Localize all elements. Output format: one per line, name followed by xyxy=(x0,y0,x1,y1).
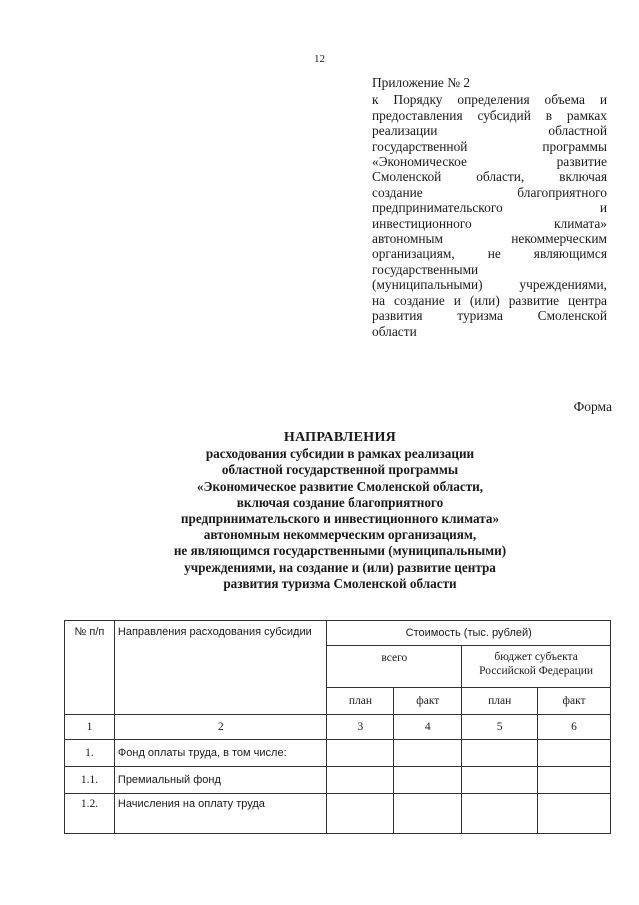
row-name: Фонд оплаты труда, в том числе: xyxy=(114,740,327,767)
appendix-line: на создание и (или) развитие центра xyxy=(372,292,607,308)
appendix-text xyxy=(372,92,607,339)
appendix-line: инвестиционного климата» xyxy=(372,215,607,231)
index-cell: 5 xyxy=(462,715,538,740)
index-cell: 3 xyxy=(327,715,394,740)
index-cell: 1 xyxy=(65,715,115,740)
header-fact-total: факт xyxy=(394,688,462,715)
appendix-title: Приложение № 2 xyxy=(372,75,471,90)
subsidy-table xyxy=(64,620,611,834)
heading-line: учреждениями, на создание и (или) развитие центра xyxy=(184,559,496,575)
heading-line: расходования субсидии в рамках реализации xyxy=(205,446,475,462)
heading-line: развития туризма Смоленской области xyxy=(223,575,457,591)
heading-line: «Экономическое развитие Смоленской области, xyxy=(196,478,484,494)
row-cell xyxy=(394,794,462,834)
heading-line: областной государственной программы xyxy=(221,462,459,478)
header-cost: Стоимость (тыс. рублей) xyxy=(327,621,611,646)
row-num: 1.2. xyxy=(65,794,115,834)
heading-title: НАПРАВЛЕНИЯ xyxy=(283,430,397,445)
appendix-line: Смоленской области, включая xyxy=(372,169,607,185)
row-cell xyxy=(462,740,538,767)
index-cell: 2 xyxy=(114,715,327,740)
row-name: Начисления на оплату труда xyxy=(114,794,327,834)
row-name: Премиальный фонд xyxy=(114,767,327,794)
appendix-line: предоставления субсидий в рамках xyxy=(372,107,607,123)
header-num: № п/п xyxy=(65,621,115,715)
heading-line: не являющимся государственными (муниципальными) xyxy=(173,543,507,559)
appendix-line: предпринимательского и xyxy=(372,200,607,216)
row-cell xyxy=(327,740,394,767)
row-cell xyxy=(538,794,611,834)
row-num: 1.1. xyxy=(65,767,115,794)
appendix-line: (муниципальными) учреждениями, xyxy=(372,277,607,293)
form-label: Форма xyxy=(573,399,612,414)
appendix-line: государственной программы xyxy=(372,138,607,154)
header-budget: бюджет субъекта Российской Федерации xyxy=(462,646,611,688)
header-plan-budget: план xyxy=(462,688,538,715)
appendix-line: развития туризма Смоленской xyxy=(372,308,607,324)
row-cell xyxy=(538,767,611,794)
row-cell xyxy=(327,767,394,794)
page-number: 12 xyxy=(314,53,325,65)
appendix-line: к Порядку определения объема и xyxy=(372,92,607,108)
row-num: 1. xyxy=(65,740,115,767)
row-cell xyxy=(327,794,394,834)
row-cell xyxy=(462,794,538,834)
row-cell xyxy=(394,767,462,794)
appendix-line: области xyxy=(372,323,417,339)
header-direction: Направления расходования субсидии xyxy=(114,621,327,715)
appendix-line: создание благоприятного xyxy=(372,184,607,200)
table-row xyxy=(65,740,611,767)
appendix-line: реализации областной xyxy=(372,123,607,139)
row-cell xyxy=(462,767,538,794)
appendix-line: автономным некоммерческим xyxy=(372,231,607,247)
heading-line: предпринимательского и инвестиционного климата» xyxy=(180,511,500,527)
heading-line: включая создание благоприятного xyxy=(236,494,444,510)
document-heading xyxy=(60,430,620,592)
appendix-line: государственными xyxy=(372,261,479,277)
appendix-block xyxy=(372,75,607,339)
appendix-line: «Экономическое развитие xyxy=(372,154,607,170)
header-total: всего xyxy=(327,646,462,688)
row-cell xyxy=(538,740,611,767)
table-row xyxy=(65,794,611,834)
row-cell xyxy=(394,740,462,767)
index-cell: 4 xyxy=(394,715,462,740)
heading-line: автономным некоммерческим организациям, xyxy=(203,527,477,543)
header-plan-total: план xyxy=(327,688,394,715)
appendix-line: организациям, не являющимся xyxy=(372,246,607,262)
header-fact-budget: факт xyxy=(538,688,611,715)
index-cell: 6 xyxy=(538,715,611,740)
table-row xyxy=(65,767,611,794)
